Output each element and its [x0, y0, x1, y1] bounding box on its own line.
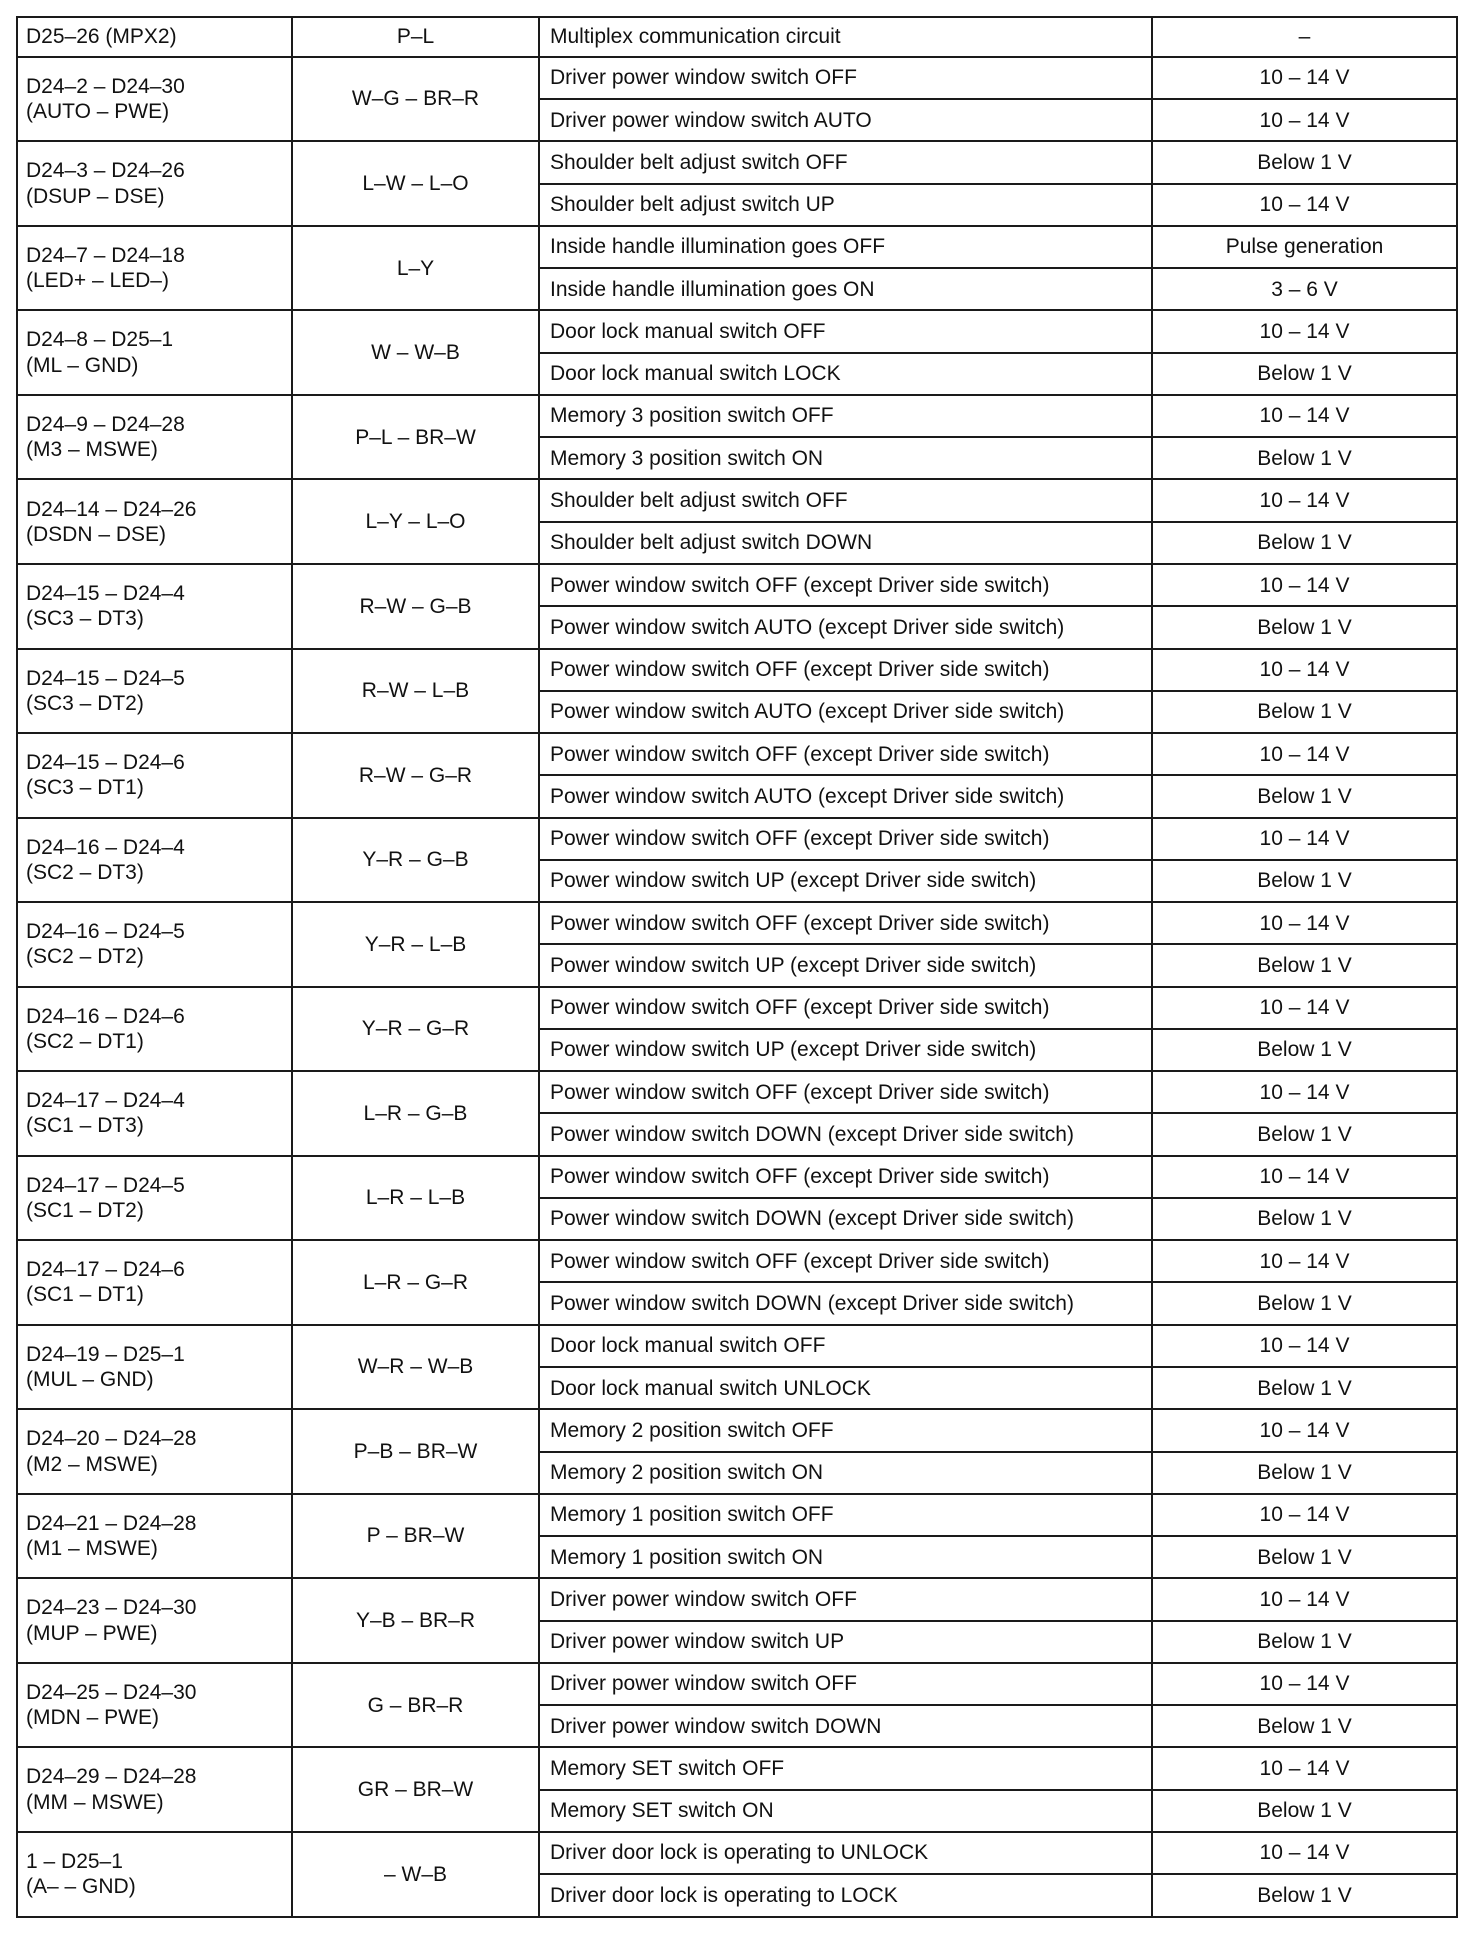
condition-cell: Door lock manual switch LOCK: [539, 353, 1152, 395]
wiring-color-cell: L–Y – L–O: [292, 479, 539, 564]
terminal-line: (MDN – PWE): [26, 1706, 159, 1730]
table-row: [17, 1832, 1457, 1874]
condition-cell: Driver door lock is operating to LOCK: [539, 1874, 1152, 1917]
terminal-cell: [17, 1240, 292, 1325]
specified-condition-cell: 10 – 14 V: [1152, 395, 1457, 437]
table-row: [17, 479, 1457, 521]
wiring-color-cell: W – W–B: [292, 310, 539, 395]
table-row: [17, 649, 1457, 691]
specified-condition-cell: Below 1 V: [1152, 1367, 1457, 1409]
condition-cell: Power window switch UP (except Driver side switch): [539, 944, 1152, 986]
condition-cell: Driver power window switch DOWN: [539, 1705, 1152, 1747]
terminal-line: (SC1 – DT1): [26, 1283, 144, 1307]
table-row: [17, 987, 1457, 1029]
terminal-line: (MUL – GND): [26, 1368, 154, 1392]
specified-condition-cell: 10 – 14 V: [1152, 184, 1457, 226]
wiring-color-cell: L–R – G–B: [292, 1071, 539, 1156]
condition-cell: Power window switch UP (except Driver side switch): [539, 860, 1152, 902]
terminal-cell: [17, 226, 292, 311]
table-row: [17, 1156, 1457, 1198]
specified-condition-cell: 10 – 14 V: [1152, 1240, 1457, 1282]
wiring-color-cell: GR – BR–W: [292, 1747, 539, 1832]
specified-condition-cell: Below 1 V: [1152, 775, 1457, 817]
specified-condition-cell: Below 1 V: [1152, 1198, 1457, 1240]
table-row: [17, 902, 1457, 944]
terminal-line: D24–16 – D24–5: [26, 920, 185, 944]
table-row: [17, 1747, 1457, 1789]
terminal-line: (M1 – MSWE): [26, 1537, 158, 1561]
condition-cell: Memory 1 position switch OFF: [539, 1494, 1152, 1536]
terminal-line: (M3 – MSWE): [26, 438, 158, 462]
wiring-color-cell: Y–R – G–B: [292, 818, 539, 903]
condition-cell: Memory 2 position switch ON: [539, 1452, 1152, 1494]
specified-condition-cell: 10 – 14 V: [1152, 564, 1457, 606]
condition-cell: Memory 2 position switch OFF: [539, 1409, 1152, 1451]
terminal-line: D24–25 – D24–30: [26, 1680, 197, 1704]
table-row: [17, 1071, 1457, 1113]
specified-condition-cell: Below 1 V: [1152, 944, 1457, 986]
terminal-line: D24–15 – D24–5: [26, 666, 185, 690]
wiring-color-cell: Y–B – BR–R: [292, 1578, 539, 1663]
specified-condition-cell: 10 – 14 V: [1152, 479, 1457, 521]
terminal-line: (SC3 – DT3): [26, 607, 144, 631]
specified-condition-cell: 10 – 14 V: [1152, 310, 1457, 352]
terminal-cell: [17, 1071, 292, 1156]
specified-condition-cell: Below 1 V: [1152, 1282, 1457, 1324]
wiring-color-cell: W–R – W–B: [292, 1325, 539, 1410]
specified-condition-cell: 10 – 14 V: [1152, 902, 1457, 944]
terminal-cell: [17, 57, 292, 142]
condition-cell: Power window switch OFF (except Driver side switch): [539, 818, 1152, 860]
specified-condition-cell: Below 1 V: [1152, 1790, 1457, 1832]
condition-cell: Power window switch DOWN (except Driver side switch): [539, 1113, 1152, 1155]
terminal-cell: [17, 1578, 292, 1663]
specified-condition-cell: 10 – 14 V: [1152, 1578, 1457, 1620]
terminal-line: (MM – MSWE): [26, 1790, 164, 1814]
wiring-color-cell: G – BR–R: [292, 1663, 539, 1748]
terminal-line: (DSDN – DSE): [26, 522, 167, 546]
terminal-line: (SC2 – DT3): [26, 860, 144, 884]
condition-cell: Driver power window switch OFF: [539, 1578, 1152, 1620]
terminal-line: D24–15 – D24–4: [26, 582, 185, 606]
table-row: [17, 1325, 1457, 1367]
specified-condition-cell: 10 – 14 V: [1152, 57, 1457, 99]
wiring-color-cell: R–W – G–R: [292, 733, 539, 818]
wiring-color-cell: Y–R – G–R: [292, 987, 539, 1072]
terminal-line: D24–17 – D24–6: [26, 1258, 185, 1282]
specified-condition-cell: 10 – 14 V: [1152, 1156, 1457, 1198]
terminal-line: D24–17 – D24–5: [26, 1173, 185, 1197]
terminal-line: 1 – D25–1: [26, 1850, 123, 1874]
specified-condition-cell: Below 1 V: [1152, 860, 1457, 902]
terminal-line: D24–16 – D24–4: [26, 835, 185, 859]
condition-cell: Power window switch AUTO (except Driver side switch): [539, 606, 1152, 648]
specified-condition-cell: Below 1 V: [1152, 1029, 1457, 1071]
terminal-line: (MUP – PWE): [26, 1621, 158, 1645]
condition-cell: Memory 3 position switch OFF: [539, 395, 1152, 437]
specified-condition-cell: 10 – 14 V: [1152, 733, 1457, 775]
terminal-line: (AUTO – PWE): [26, 100, 170, 124]
condition-cell: Power window switch OFF (except Driver side switch): [539, 902, 1152, 944]
condition-cell: Memory SET switch ON: [539, 1790, 1152, 1832]
wiring-color-cell: L–R – L–B: [292, 1156, 539, 1241]
table-row: [17, 564, 1457, 606]
condition-cell: Driver door lock is operating to UNLOCK: [539, 1832, 1152, 1874]
terminal-line: (SC3 – DT2): [26, 691, 144, 715]
table-row: [17, 1494, 1457, 1536]
specified-condition-cell: 10 – 14 V: [1152, 649, 1457, 691]
condition-cell: Driver power window switch AUTO: [539, 99, 1152, 141]
condition-cell: Memory 3 position switch ON: [539, 437, 1152, 479]
specified-condition-cell: Below 1 V: [1152, 1113, 1457, 1155]
terminal-check-table: [16, 16, 1458, 1918]
table-row: [17, 17, 1457, 57]
terminal-line: D24–2 – D24–30: [26, 74, 185, 98]
specified-condition-cell: –: [1152, 17, 1457, 57]
condition-cell: Memory 1 position switch ON: [539, 1536, 1152, 1578]
terminal-cell: [17, 17, 292, 57]
table-row: [17, 226, 1457, 268]
table-row: [17, 818, 1457, 860]
condition-cell: Driver power window switch OFF: [539, 57, 1152, 99]
table-row: [17, 1578, 1457, 1620]
terminal-line: (ML – GND): [26, 353, 139, 377]
specified-condition-cell: 10 – 14 V: [1152, 99, 1457, 141]
wiring-color-cell: W–G – BR–R: [292, 57, 539, 142]
specified-condition-cell: Below 1 V: [1152, 437, 1457, 479]
condition-cell: Shoulder belt adjust switch OFF: [539, 141, 1152, 183]
table-row: [17, 57, 1457, 99]
condition-cell: Memory SET switch OFF: [539, 1747, 1152, 1789]
wiring-color-cell: P – BR–W: [292, 1494, 539, 1579]
terminal-cell: [17, 564, 292, 649]
terminal-line: D24–3 – D24–26: [26, 159, 185, 183]
terminal-cell: [17, 987, 292, 1072]
terminal-cell: [17, 1747, 292, 1832]
specified-condition-cell: 10 – 14 V: [1152, 1409, 1457, 1451]
specified-condition-cell: Below 1 V: [1152, 1621, 1457, 1663]
terminal-line: D24–23 – D24–30: [26, 1596, 197, 1620]
specified-condition-cell: Below 1 V: [1152, 1705, 1457, 1747]
specified-condition-cell: 3 – 6 V: [1152, 268, 1457, 310]
condition-cell: Inside handle illumination goes OFF: [539, 226, 1152, 268]
condition-cell: Power window switch DOWN (except Driver side switch): [539, 1282, 1152, 1324]
terminal-line: D25–26 (MPX2): [26, 25, 177, 49]
wiring-color-cell: P–L: [292, 17, 539, 57]
wiring-color-cell: L–W – L–O: [292, 141, 539, 226]
specified-condition-cell: 10 – 14 V: [1152, 1071, 1457, 1113]
terminal-line: (LED+ – LED–): [26, 269, 169, 293]
terminal-line: D24–9 – D24–28: [26, 412, 185, 436]
condition-cell: Power window switch OFF (except Driver side switch): [539, 1156, 1152, 1198]
condition-cell: Power window switch OFF (except Driver side switch): [539, 987, 1152, 1029]
wiring-color-cell: P–L – BR–W: [292, 395, 539, 480]
specified-condition-cell: 10 – 14 V: [1152, 1325, 1457, 1367]
wiring-color-cell: Y–R – L–B: [292, 902, 539, 987]
terminal-line: D24–17 – D24–4: [26, 1089, 185, 1113]
condition-cell: Door lock manual switch OFF: [539, 310, 1152, 352]
wiring-color-cell: P–B – BR–W: [292, 1409, 539, 1494]
terminal-cell: [17, 818, 292, 903]
terminal-cell: [17, 1156, 292, 1241]
specified-condition-cell: 10 – 14 V: [1152, 1832, 1457, 1874]
specified-condition-cell: Below 1 V: [1152, 353, 1457, 395]
terminal-cell: [17, 649, 292, 734]
wiring-color-cell: R–W – G–B: [292, 564, 539, 649]
condition-cell: Multiplex communication circuit: [539, 17, 1152, 57]
condition-cell: Driver power window switch UP: [539, 1621, 1152, 1663]
terminal-cell: [17, 1325, 292, 1410]
terminal-line: D24–29 – D24–28: [26, 1765, 197, 1789]
terminal-cell: [17, 733, 292, 818]
condition-cell: Power window switch OFF (except Driver side switch): [539, 1071, 1152, 1113]
wiring-color-cell: L–Y: [292, 226, 539, 311]
terminal-line: (DSUP – DSE): [26, 184, 165, 208]
specified-condition-cell: 10 – 14 V: [1152, 987, 1457, 1029]
terminal-line: D24–14 – D24–26: [26, 497, 197, 521]
table-row: [17, 395, 1457, 437]
terminal-line: D24–19 – D25–1: [26, 1342, 185, 1366]
condition-cell: Power window switch OFF (except Driver side switch): [539, 733, 1152, 775]
terminal-line: (A– – GND): [26, 1875, 136, 1899]
table-row: [17, 1663, 1457, 1705]
terminal-line: D24–7 – D24–18: [26, 243, 185, 267]
specified-condition-cell: 10 – 14 V: [1152, 1494, 1457, 1536]
condition-cell: Power window switch OFF (except Driver side switch): [539, 564, 1152, 606]
wiring-color-cell: R–W – L–B: [292, 649, 539, 734]
terminal-cell: [17, 1663, 292, 1748]
wiring-color-cell: L–R – G–R: [292, 1240, 539, 1325]
terminal-line: D24–21 – D24–28: [26, 1511, 197, 1535]
terminal-cell: [17, 395, 292, 480]
terminal-line: (SC1 – DT2): [26, 1198, 144, 1222]
table-row: [17, 733, 1457, 775]
specified-condition-cell: Below 1 V: [1152, 522, 1457, 564]
terminal-cell: [17, 1409, 292, 1494]
terminal-line: D24–8 – D25–1: [26, 328, 174, 352]
specified-condition-cell: 10 – 14 V: [1152, 1747, 1457, 1789]
terminal-line: D24–16 – D24–6: [26, 1004, 185, 1028]
table-row: [17, 310, 1457, 352]
condition-cell: Power window switch OFF (except Driver side switch): [539, 1240, 1152, 1282]
condition-cell: Door lock manual switch OFF: [539, 1325, 1152, 1367]
specified-condition-cell: Below 1 V: [1152, 141, 1457, 183]
terminal-cell: [17, 310, 292, 395]
condition-cell: Power window switch OFF (except Driver side switch): [539, 649, 1152, 691]
condition-cell: Driver power window switch OFF: [539, 1663, 1152, 1705]
specified-condition-cell: Pulse generation: [1152, 226, 1457, 268]
specified-condition-cell: 10 – 14 V: [1152, 818, 1457, 860]
condition-cell: Door lock manual switch UNLOCK: [539, 1367, 1152, 1409]
table-row: [17, 1240, 1457, 1282]
terminal-line: (SC3 – DT1): [26, 776, 144, 800]
condition-cell: Shoulder belt adjust switch UP: [539, 184, 1152, 226]
condition-cell: Inside handle illumination goes ON: [539, 268, 1152, 310]
specified-condition-cell: Below 1 V: [1152, 1452, 1457, 1494]
condition-cell: Power window switch AUTO (except Driver side switch): [539, 691, 1152, 733]
specified-condition-cell: 10 – 14 V: [1152, 1663, 1457, 1705]
table-body: [17, 17, 1457, 1917]
condition-cell: Shoulder belt adjust switch OFF: [539, 479, 1152, 521]
terminal-line: (SC2 – DT2): [26, 945, 144, 969]
terminal-line: (SC1 – DT3): [26, 1114, 144, 1138]
terminal-line: D24–15 – D24–6: [26, 751, 185, 775]
terminal-cell: [17, 479, 292, 564]
condition-cell: Power window switch AUTO (except Driver side switch): [539, 775, 1152, 817]
wiring-color-cell: – W–B: [292, 1832, 539, 1917]
terminal-line: D24–20 – D24–28: [26, 1427, 197, 1451]
specified-condition-cell: Below 1 V: [1152, 691, 1457, 733]
terminal-line: (SC2 – DT1): [26, 1029, 144, 1053]
specified-condition-cell: Below 1 V: [1152, 1536, 1457, 1578]
table-row: [17, 141, 1457, 183]
condition-cell: Power window switch UP (except Driver side switch): [539, 1029, 1152, 1071]
terminal-cell: [17, 902, 292, 987]
condition-cell: Shoulder belt adjust switch DOWN: [539, 522, 1152, 564]
terminal-cell: [17, 141, 292, 226]
specified-condition-cell: Below 1 V: [1152, 1874, 1457, 1917]
terminal-cell: [17, 1494, 292, 1579]
terminal-line: (M2 – MSWE): [26, 1452, 158, 1476]
condition-cell: Power window switch DOWN (except Driver side switch): [539, 1198, 1152, 1240]
specified-condition-cell: Below 1 V: [1152, 606, 1457, 648]
terminal-cell: [17, 1832, 292, 1917]
table-row: [17, 1409, 1457, 1451]
